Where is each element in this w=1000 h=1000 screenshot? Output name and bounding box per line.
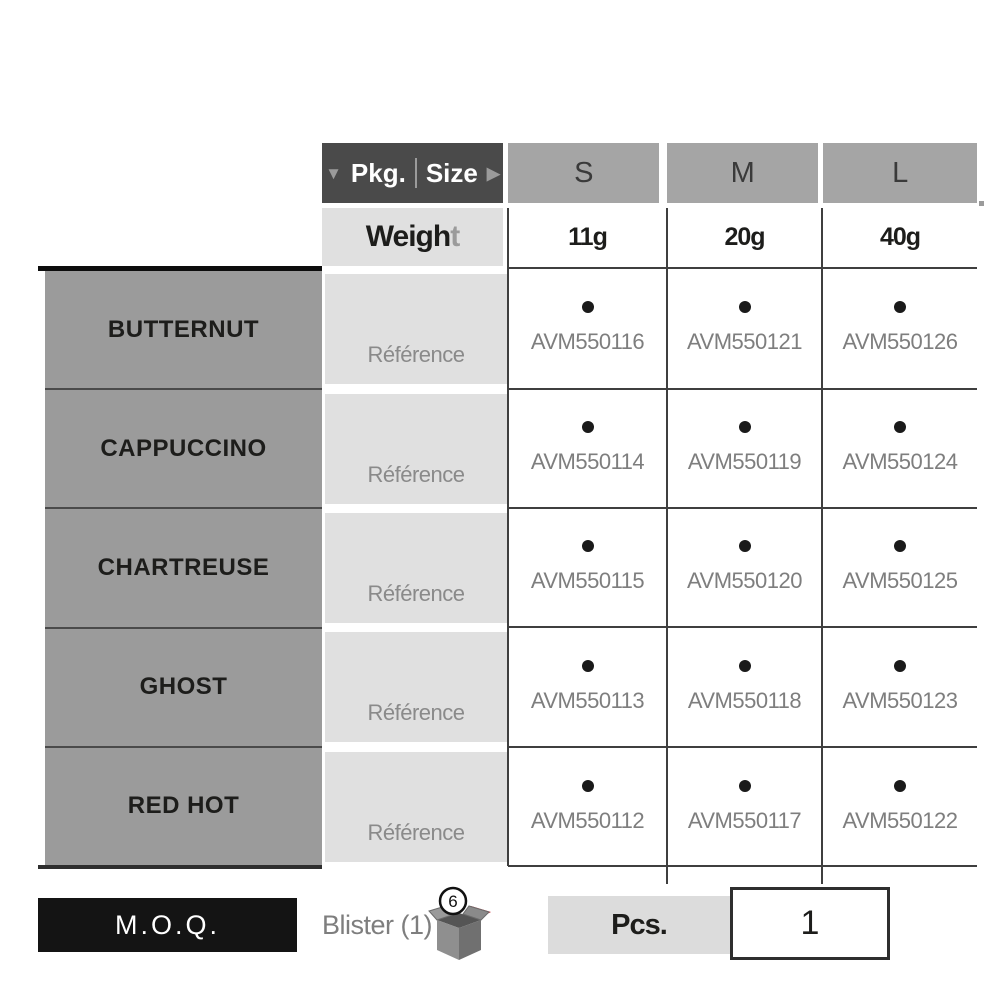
product-code: AVM550114 <box>530 449 645 474</box>
pkg-label: Pkg. <box>350 157 406 188</box>
availability-dot-icon <box>894 301 906 313</box>
color-column-bottom-rule <box>38 865 322 869</box>
product-code: AVM550125 <box>842 568 958 593</box>
weight-value-l: 40g <box>879 222 921 251</box>
product-code: AVM550124 <box>842 449 958 474</box>
availability-dot-icon <box>739 540 751 552</box>
color-column <box>45 271 322 865</box>
product-cell <box>823 748 977 866</box>
reference-label: Référence <box>325 394 507 504</box>
product-cell <box>668 389 821 507</box>
product-code: AVM550117 <box>687 808 802 833</box>
availability-dot-icon <box>894 421 906 433</box>
color-name: RED HOT <box>45 748 322 865</box>
availability-dot-icon <box>739 301 751 313</box>
weight-label-main: Weigh <box>365 220 451 253</box>
product-cell <box>823 389 977 507</box>
availability-dot-icon <box>582 540 594 552</box>
color-name: CHARTREUSE <box>45 509 322 626</box>
triangle-right-icon: ▶ <box>486 163 500 183</box>
product-code: AVM550115 <box>530 568 645 593</box>
size-label: Size <box>425 157 478 188</box>
product-code: AVM550120 <box>687 568 802 593</box>
availability-dot-icon <box>582 421 594 433</box>
size-column-header-m: M <box>667 143 818 203</box>
product-cell <box>509 748 666 866</box>
product-cell <box>509 508 666 626</box>
weight-value-m: 20g <box>724 222 765 251</box>
product-cell <box>823 508 977 626</box>
reference-label: Référence <box>325 513 507 623</box>
color-name: CAPPUCCINO <box>45 390 322 507</box>
availability-dot-icon <box>739 660 751 672</box>
availability-dot-icon <box>582 780 594 792</box>
weight-value-s: 11g <box>568 222 607 251</box>
availability-dot-icon <box>894 660 906 672</box>
reference-label: Référence <box>325 752 507 862</box>
product-code: AVM550121 <box>687 329 802 354</box>
product-code: AVM550113 <box>530 688 645 713</box>
availability-dot-icon <box>582 660 594 672</box>
moq-label: M.O.Q. <box>38 898 297 952</box>
product-code: AVM550116 <box>530 329 645 354</box>
weight-label-tail: t <box>450 220 460 253</box>
product-cell <box>509 628 666 746</box>
pcs-value: 1 <box>730 887 890 960</box>
product-cell <box>509 389 666 507</box>
product-code: AVM550126 <box>842 329 958 354</box>
product-cell <box>668 508 821 626</box>
size-column-header-l: L <box>823 143 977 203</box>
size-column-header-s: S <box>508 143 659 203</box>
product-code: AVM550119 <box>687 449 802 474</box>
product-cell <box>823 269 977 387</box>
product-code: AVM550123 <box>842 688 958 713</box>
product-cell <box>668 628 821 746</box>
reference-label: Référence <box>325 274 507 384</box>
product-cell <box>668 269 821 387</box>
stray-mark <box>979 201 984 206</box>
triangle-down-icon: ▼ <box>325 163 342 183</box>
color-name: BUTTERNUT <box>45 271 322 388</box>
availability-dot-icon <box>739 780 751 792</box>
reference-label: Référence <box>325 632 507 742</box>
box-badge-count: 6 <box>448 892 458 911</box>
weight-row-label <box>322 208 503 266</box>
pkg-size-header <box>322 143 503 203</box>
availability-dot-icon <box>894 780 906 792</box>
packaging-label: Blister (1) <box>322 909 433 940</box>
header-divider <box>415 158 417 188</box>
product-code: AVM550112 <box>530 808 645 833</box>
product-cell <box>509 269 666 387</box>
product-cell <box>823 628 977 746</box>
product-code: AVM550122 <box>842 808 958 833</box>
product-code: AVM550118 <box>687 688 802 713</box>
color-name: GHOST <box>45 629 322 746</box>
availability-dot-icon <box>582 301 594 313</box>
blister-box-icon <box>423 886 495 968</box>
availability-dot-icon <box>894 540 906 552</box>
pcs-label: Pcs. <box>548 896 730 954</box>
availability-dot-icon <box>739 421 751 433</box>
product-cell <box>668 748 821 866</box>
